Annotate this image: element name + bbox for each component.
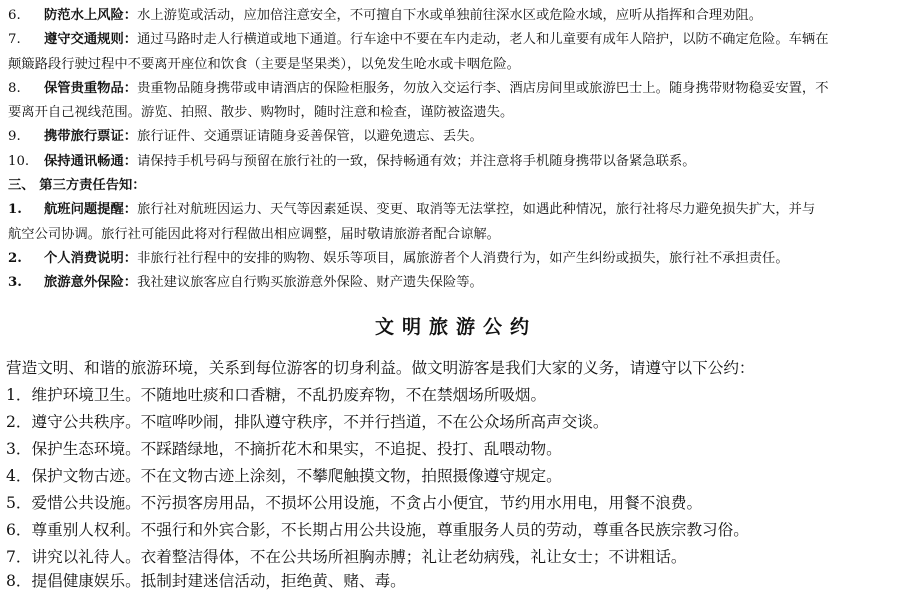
list-item [0, 125, 912, 149]
item-text-continued: 要离开自己视线范围。游览、拍照、散步、购物时，随时注意和检查，谨防被盗遗失。 [8, 105, 514, 121]
item-text: 请保持手机号码与预留在旅行社的一致，保持畅通有效；并注意将手机随身携带以备紧急联系。 [137, 153, 696, 169]
item-number: 1. [8, 202, 22, 218]
list-item [0, 28, 912, 52]
item-heading: 旅游意外保险： [44, 275, 138, 291]
item-number: 9. [8, 129, 21, 145]
list-item: 7．讲究以礼待人。衣着整洁得体，不在公共场所袒胸赤膊；礼让老幼病残，礼让女士；不讲粗话。 [6, 548, 687, 566]
item-heading: 个人消费说明： [44, 250, 138, 266]
item-heading: 防范水上风险： [44, 8, 138, 23]
list-item: 2．遵守公共秩序。不喧哗吵闹，排队遵守秩序，不并行挡道，不在公众场所高声交谈。 [6, 413, 609, 431]
item-text: 我社建议旅客应自行购买旅游意外保险、财产遗失保险等。 [137, 275, 483, 291]
item-text: 水上游览或活动，应加倍注意安全，不可擅自下水或单独前往深水区或危险水域，应听从指挥和合理劝阻。 [137, 8, 763, 23]
item-heading: 遵守交通规则： [44, 32, 138, 48]
list-item [0, 247, 912, 271]
item-heading: 航班问题提醒： [44, 202, 138, 218]
list-item: 1．维护环境卫生。不随地吐痰和口香糖，不乱扔废弃物，不在禁烟场所吸烟。 [6, 386, 547, 404]
section-3-heading: 三、 第三方责任告知： [8, 178, 146, 194]
item-text: 旅行证件、交通票证请随身妥善保管，以避免遗忘、丢失。 [137, 129, 483, 145]
list-item: 6．尊重别人权利。不强行和外宾合影，不长期占用公共设施，尊重服务人员的劳动，尊重各民族宗教习俗。 [6, 521, 749, 539]
safety-list [0, 0, 912, 292]
item-number: 2. [8, 250, 22, 266]
item-text-continued: 航空公司协调。旅行社可能因此将对行程做出相应调整，届时敬请旅游者配合谅解。 [8, 226, 500, 242]
item-text: 旅行社对航班因运力、天气等因素延误、变更、取消等无法掌控，如遇此种情况，旅行社将尽力避免损失扩大，并与 [137, 202, 816, 218]
list-item-continuation [0, 53, 912, 77]
list-item [0, 198, 912, 222]
item-text: 通过马路时走人行横道或地下通道。行车途中不要在车内走动，老人和儿童要有成年人陪护，以防不确定危险。车辆在 [137, 32, 829, 48]
item-number: 6. [8, 8, 21, 23]
list-item-continuation [0, 223, 912, 247]
item-heading: 保管贵重物品： [44, 80, 138, 96]
item-number: 8. [8, 80, 21, 96]
item-number: 7. [8, 32, 21, 48]
list-item: 5．爱惜公共设施。不污损客房用品，不损坏公用设施，不贪占小便宜，节约用水用电，用餐不浪费。 [6, 494, 703, 512]
item-number: 3. [8, 275, 22, 291]
list-item [0, 271, 912, 295]
item-text: 贵重物品随身携带或申请酒店的保险柜服务，勿放入交运行李、酒店房间里或旅游巴士上。随身携带财物稳妥安置，不 [137, 80, 829, 96]
list-item: 3．保护生态环境。不踩踏绿地，不摘折花木和果实，不追捉、投打、乱喂动物。 [6, 440, 562, 458]
item-heading: 携带旅行票证： [44, 129, 138, 145]
list-item: 4．保护文物古迹。不在文物古迹上涂刻，不攀爬触摸文物，拍照摄像遵守规定。 [6, 467, 562, 485]
list-item-continuation [0, 101, 912, 125]
list-item [0, 150, 912, 174]
section-heading [0, 174, 912, 198]
page-title: 文明旅游公约 [374, 316, 537, 338]
item-heading: 保持通讯畅通： [44, 153, 138, 169]
list-item [0, 77, 912, 101]
item-number: 10. [8, 153, 30, 169]
item-text: 非旅行社行程中的安排的购物、娱乐等项目，属旅游者个人消费行为，如产生纠纷或损失，旅行社不承担责任。 [137, 250, 789, 266]
item-text-continued: 颠簸路段行驶过程中不要离开座位和饮食（主要是坚果类），以免发生呛水或卡咽危险。 [8, 56, 520, 72]
list-item [0, 4, 912, 28]
list-item: 8．提倡健康娱乐。抵制封建迷信活动，拒绝黄、赌、毒。 [6, 572, 406, 590]
convention-intro: 营造文明、和谐的旅游环境，关系到每位游客的切身利益。做文明游客是我们大家的义务，请遵守以下公约： [6, 359, 755, 377]
